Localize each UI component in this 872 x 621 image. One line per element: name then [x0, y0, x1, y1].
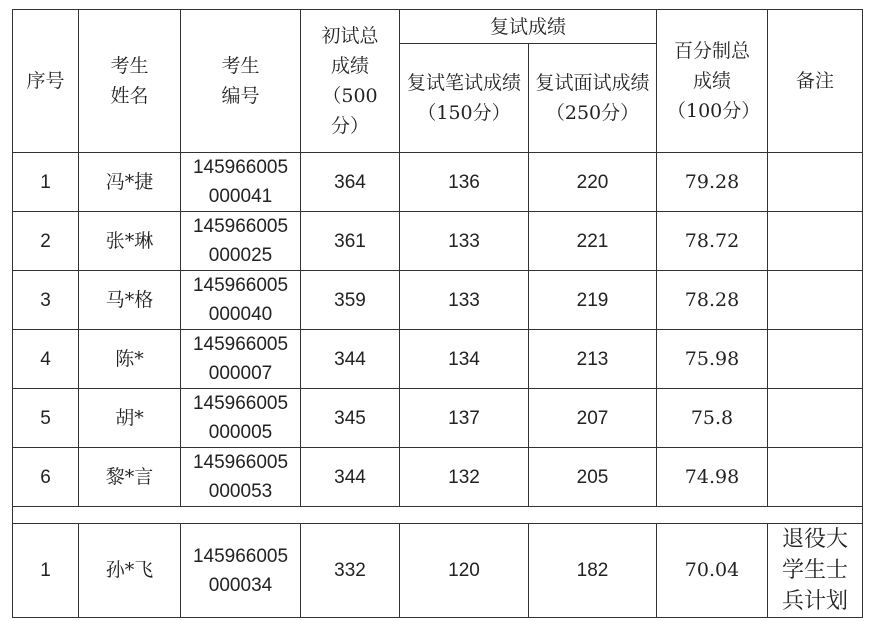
- cell-remark: [768, 271, 863, 330]
- cell-written: 133: [400, 271, 529, 330]
- cell-remark: [768, 212, 863, 271]
- header-interview: 复试面试成绩（250分）: [529, 44, 657, 153]
- cell-id: 145966005 000053: [181, 448, 301, 507]
- cell-seq: 6: [13, 448, 79, 507]
- cell-seq: 1: [13, 524, 79, 618]
- table-row: [13, 448, 863, 507]
- cell-remark: [768, 389, 863, 448]
- cell-id: 145966005 000025: [181, 212, 301, 271]
- cell-name: 陈*: [79, 330, 181, 389]
- cell-interview: 182: [529, 524, 657, 618]
- cell-interview: 219: [529, 271, 657, 330]
- cell-interview: 221: [529, 212, 657, 271]
- cell-remark: [768, 153, 863, 212]
- cell-name: 冯*捷: [79, 153, 181, 212]
- cell-total: 78.72: [657, 212, 768, 271]
- cell-written: 133: [400, 212, 529, 271]
- cell-total: 75.98: [657, 330, 768, 389]
- table-row-special: [13, 524, 863, 618]
- cell-total: 79.28: [657, 153, 768, 212]
- cell-interview: 213: [529, 330, 657, 389]
- cell-name: 孙*飞: [79, 524, 181, 618]
- cell-interview: 207: [529, 389, 657, 448]
- cell-prelim: 345: [301, 389, 400, 448]
- cell-prelim: 359: [301, 271, 400, 330]
- cell-written: 120: [400, 524, 529, 618]
- cell-prelim: 361: [301, 212, 400, 271]
- cell-written: 136: [400, 153, 529, 212]
- header-written: 复试笔试成绩（150分）: [400, 44, 529, 153]
- table-row: [13, 330, 863, 389]
- spacer-row: [13, 507, 863, 524]
- cell-id: 145966005 000040: [181, 271, 301, 330]
- cell-interview: 205: [529, 448, 657, 507]
- cell-seq: 2: [13, 212, 79, 271]
- cell-name: 张*琳: [79, 212, 181, 271]
- header-total: 百分制总成绩（100分）: [657, 10, 768, 153]
- cell-remark: [768, 330, 863, 389]
- header-seq: 序号: [13, 10, 79, 153]
- cell-seq: 3: [13, 271, 79, 330]
- table-row: [13, 212, 863, 271]
- cell-seq: 5: [13, 389, 79, 448]
- cell-remark: 退役大学生士兵计划: [768, 524, 863, 618]
- header-prelim: 初试总成绩（500分）: [301, 10, 400, 153]
- cell-total: 70.04: [657, 524, 768, 618]
- header-retest-group: 复试成绩: [400, 10, 657, 44]
- table-row: [13, 271, 863, 330]
- cell-seq: 4: [13, 330, 79, 389]
- cell-total: 78.28: [657, 271, 768, 330]
- cell-prelim: 364: [301, 153, 400, 212]
- cell-interview: 220: [529, 153, 657, 212]
- table-row: [13, 153, 863, 212]
- cell-total: 74.98: [657, 448, 768, 507]
- cell-id: 145966005 000041: [181, 153, 301, 212]
- cell-id: 145966005 000007: [181, 330, 301, 389]
- score-table: [12, 9, 863, 618]
- spacer-cell: [13, 507, 863, 524]
- cell-prelim: 344: [301, 330, 400, 389]
- cell-prelim: 344: [301, 448, 400, 507]
- cell-total: 75.8: [657, 389, 768, 448]
- cell-remark: [768, 448, 863, 507]
- header-name: 考生姓名: [79, 10, 181, 153]
- table-row: [13, 389, 863, 448]
- header-id: 考生编号: [181, 10, 301, 153]
- cell-written: 134: [400, 330, 529, 389]
- cell-name: 马*格: [79, 271, 181, 330]
- cell-name: 黎*言: [79, 448, 181, 507]
- cell-prelim: 332: [301, 524, 400, 618]
- cell-written: 132: [400, 448, 529, 507]
- cell-id: 145966005 000034: [181, 524, 301, 618]
- cell-written: 137: [400, 389, 529, 448]
- header-remark: 备注: [768, 10, 863, 153]
- cell-id: 145966005 000005: [181, 389, 301, 448]
- header-row: [13, 10, 863, 44]
- cell-name: 胡*: [79, 389, 181, 448]
- cell-seq: 1: [13, 153, 79, 212]
